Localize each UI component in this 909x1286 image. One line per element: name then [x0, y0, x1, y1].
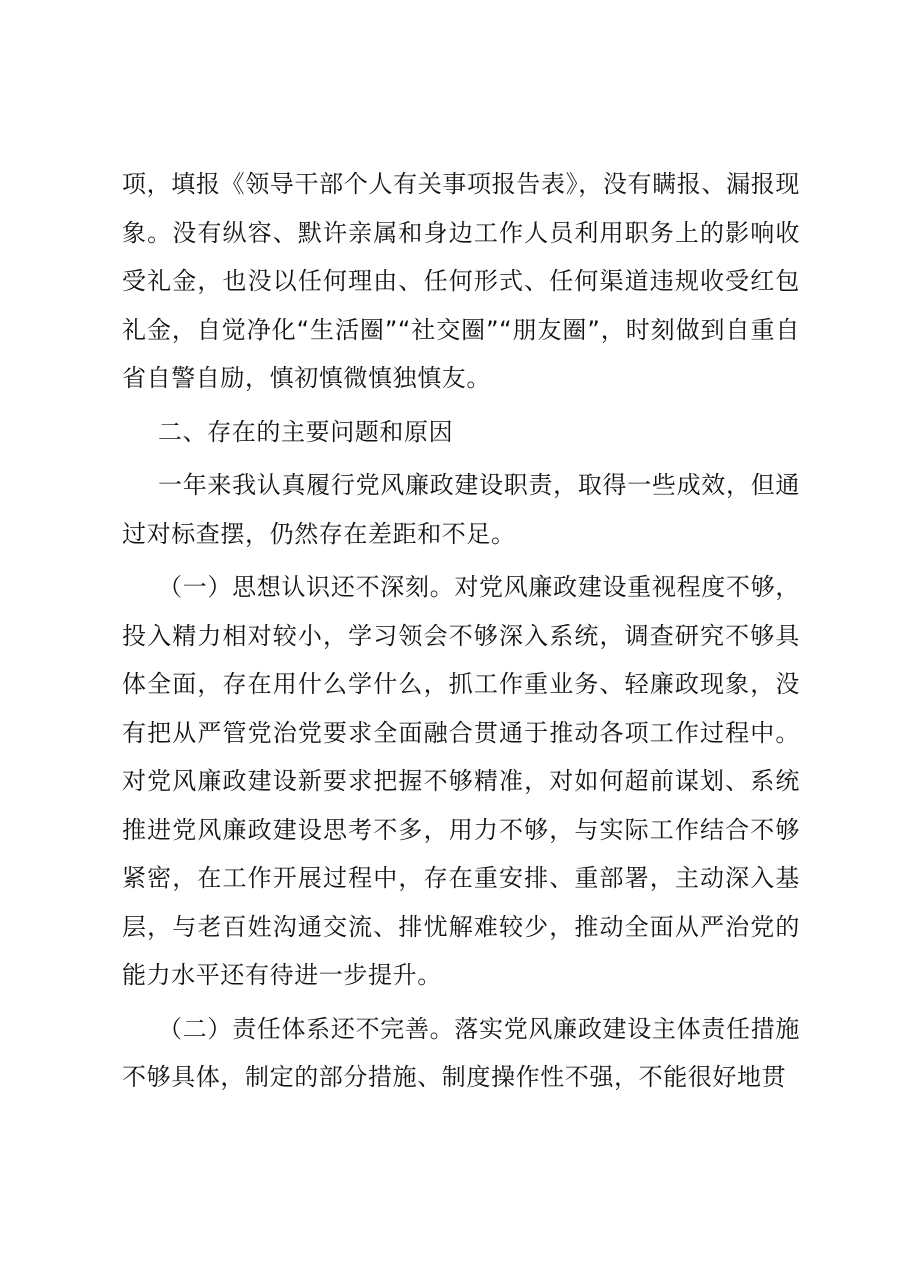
paragraph-issue-2: （二）责任体系还不完善。落实党风廉政建设主体责任措施不够具体，制定的部分措施、制度操作性不强，不能很好地贯	[122, 1014, 800, 1091]
section-heading: 二、存在的主要问题和原因	[158, 417, 454, 446]
document-body	[122, 160, 800, 1107]
paragraph-intro: 一年来我认真履行党风廉政建设职责，取得一些成效，但通过对标查摆，仍然存在差距和不足。	[122, 471, 800, 548]
paragraph-continuation: 项，填报《领导干部个人有关事项报告表》，没有瞒报、漏报现象。没有纵容、默许亲属和身边工作人员利用职务上的影响收受礼金，也没以任何理由、任何形式、任何渠道违规收受红包礼金，自觉净化“生活圈”“社交圈”“朋友圈”，时刻做到自重自省自警自励，慎初慎微慎独慎友。	[122, 170, 800, 392]
paragraph-issue-1: （一）思想认识还不深刻。对党风廉政建设重视程度不够，投入精力相对较小，学习领会不够深入系统，调查研究不够具体全面，存在用什么学什么，抓工作重业务、轻廉政现象，没有把从严管党治党要求全面融合贯通于推动各项工作过程中。对党风廉政建设新要求把握不够精准，对如何超前谋划、系统推进党风廉政建设思考不多，用力不够，与实际工作结合不够紧密，在工作开展过程中，存在重安排、重部署，主动深入基层，与老百姓沟通交流、排忧解难较少，推动全面从严治党的能力水平还有待进一步提升。	[122, 573, 800, 989]
